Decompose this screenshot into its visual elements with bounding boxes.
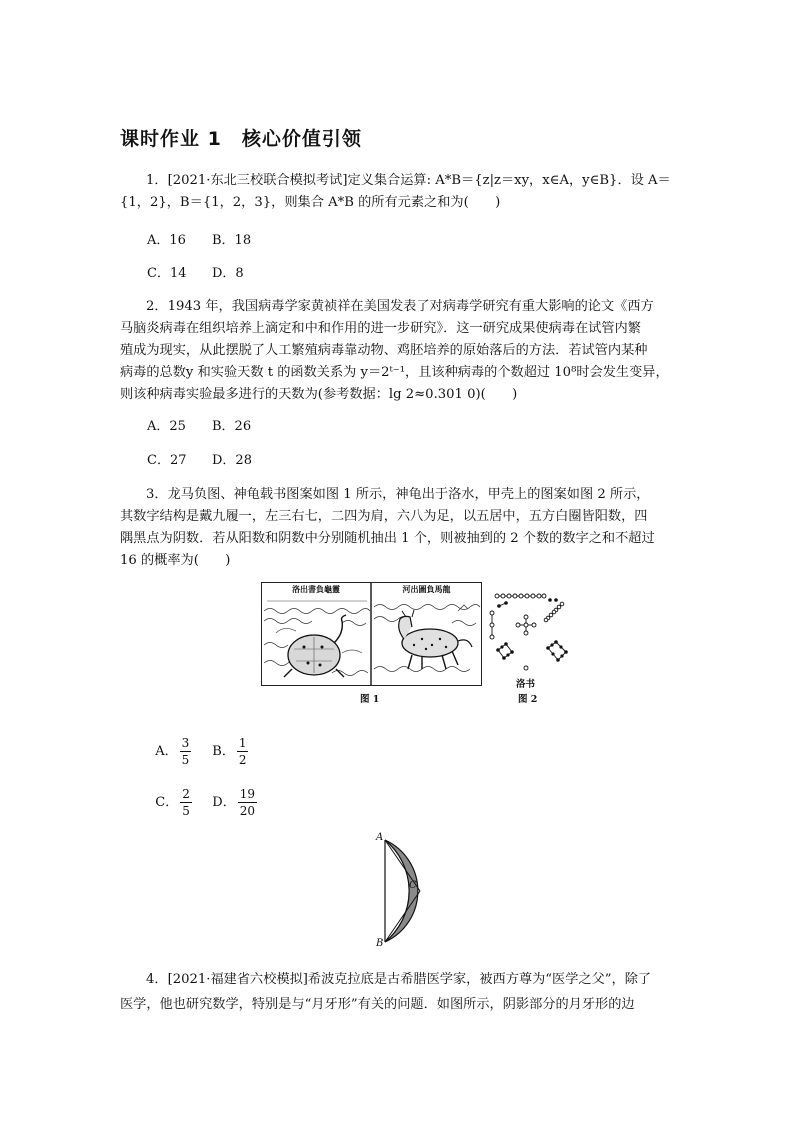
- fraction-numerator: 2: [182, 787, 190, 801]
- question-4-line-1: 4．[2021·福建省六校模拟]希波克拉底是古希腊医学家，被西方尊为“医学之父”，除了: [146, 972, 652, 987]
- figure-2-luoshu-pattern: [486, 588, 572, 674]
- question-2-line-5: 则该种病毒实验最多进行的天数为(参考数据：lg 2≈0.301 0)( ): [120, 387, 518, 402]
- question-3-option-c-label: C．: [155, 795, 179, 810]
- question-3-option-a-fraction: [180, 735, 192, 768]
- question-2-option-b: B．26: [212, 419, 252, 434]
- question-3-option-d-label: D．: [212, 795, 236, 810]
- question-2-line-2: 马脑炎病毒在组织培养上滴定和中和作用的进一步研究》．这一研究成果使病毒在试管内繁: [120, 321, 641, 336]
- fraction-denominator: 5: [181, 753, 190, 767]
- question-3-line-1: 3．龙马负图、神龟载书图案如图 1 所示，神龟出于洛水，甲壳上的图案如图 2 所示，: [146, 487, 650, 502]
- question-1-option-b: B．18: [212, 233, 252, 248]
- question-2-option-d: D．28: [212, 453, 252, 468]
- page-title: 课时作业 1 核心价值引领: [120, 128, 362, 150]
- question-1-option-d: D．8: [212, 266, 244, 281]
- question-3-option-d-fraction: [238, 786, 257, 819]
- question-3-option-c: [147, 771, 194, 819]
- figure-2-label: 图 2: [518, 694, 538, 705]
- fraction-numerator: 1: [238, 736, 247, 750]
- lune-point-a-label: A: [376, 832, 384, 843]
- lune-figure: [370, 832, 450, 952]
- question-3-option-a-label: A．: [155, 744, 178, 759]
- question-1-line-2: {1，2}，B＝{1，2，3}，则集合 A*B 的所有元素之和为( ): [120, 195, 501, 210]
- question-1-line-1: 1．[2021·东北三校联合模拟考试]定义集合运算: A*B＝{z|z＝xy，x∈A，y∈B}．设 A＝: [146, 173, 671, 188]
- question-3-option-d: [204, 771, 259, 819]
- fraction-numerator: 3: [181, 736, 190, 750]
- figure-1-woodcut-illustration: [262, 583, 481, 685]
- figure-2-name: 洛书: [516, 679, 536, 690]
- figure-1-frame: [261, 582, 482, 686]
- question-3-option-c-fraction: [180, 786, 192, 819]
- question-1-option-a: A．16: [147, 233, 186, 248]
- question-3-line-4: 16 的概率为( ): [120, 553, 231, 568]
- question-3-option-a: [147, 720, 193, 768]
- question-2-line-1: 2．1943 年，我国病毒学家黄祯祥在美国发表了对病毒学研究有重大影响的论文《西方: [146, 299, 654, 314]
- question-3-line-2: 其数字结构是戴九履一，左三右七，二四为肩，六八为足，以五居中，五方白圈皆阳数，四: [120, 509, 648, 524]
- question-3-option-b-label: B．: [212, 744, 235, 759]
- fraction-numerator: 19: [239, 787, 255, 801]
- fraction-denominator: 2: [238, 753, 247, 767]
- figure-1-panel-2-title: 河出圖負馬龍: [402, 584, 451, 594]
- question-2-line-3: 殖成为现实，从此摆脱了人工繁殖病毒靠动物、鸡胚培养的原始落后的方法．若试管内某种: [120, 343, 648, 358]
- question-3-option-b-fraction: [237, 735, 249, 768]
- question-2-line-4: 病毒的总数y 和实验天数 t 的函数关系为 y＝2ᵗ⁻¹，且该种病毒的个数超过 10⁸时会发生变异，: [120, 365, 669, 380]
- lune-point-c-label: C: [409, 880, 417, 891]
- figure-1-label: 图 1: [360, 694, 380, 705]
- question-3-option-b: [204, 720, 250, 768]
- question-1-option-c: C．14: [147, 266, 187, 281]
- question-2-option-c: C．27: [147, 453, 187, 468]
- question-2-option-a: A．25: [147, 419, 186, 434]
- fraction-denominator: 5: [182, 804, 190, 818]
- question-3-line-3: 隅黑点为阴数．若从阳数和阴数中分别随机抽出 1 个，则被抽到的 2 个数的数字之和不超过: [120, 531, 655, 546]
- fraction-denominator: 20: [239, 804, 255, 818]
- lune-point-b-label: B: [376, 938, 384, 949]
- question-4-line-2: 医学，他也研究数学，特别是与“月牙形”有关的问题．如图所示，阴影部分的月牙形的边: [120, 997, 635, 1012]
- figure-1-panel-1-title: 洛出書負龜靈: [292, 584, 340, 594]
